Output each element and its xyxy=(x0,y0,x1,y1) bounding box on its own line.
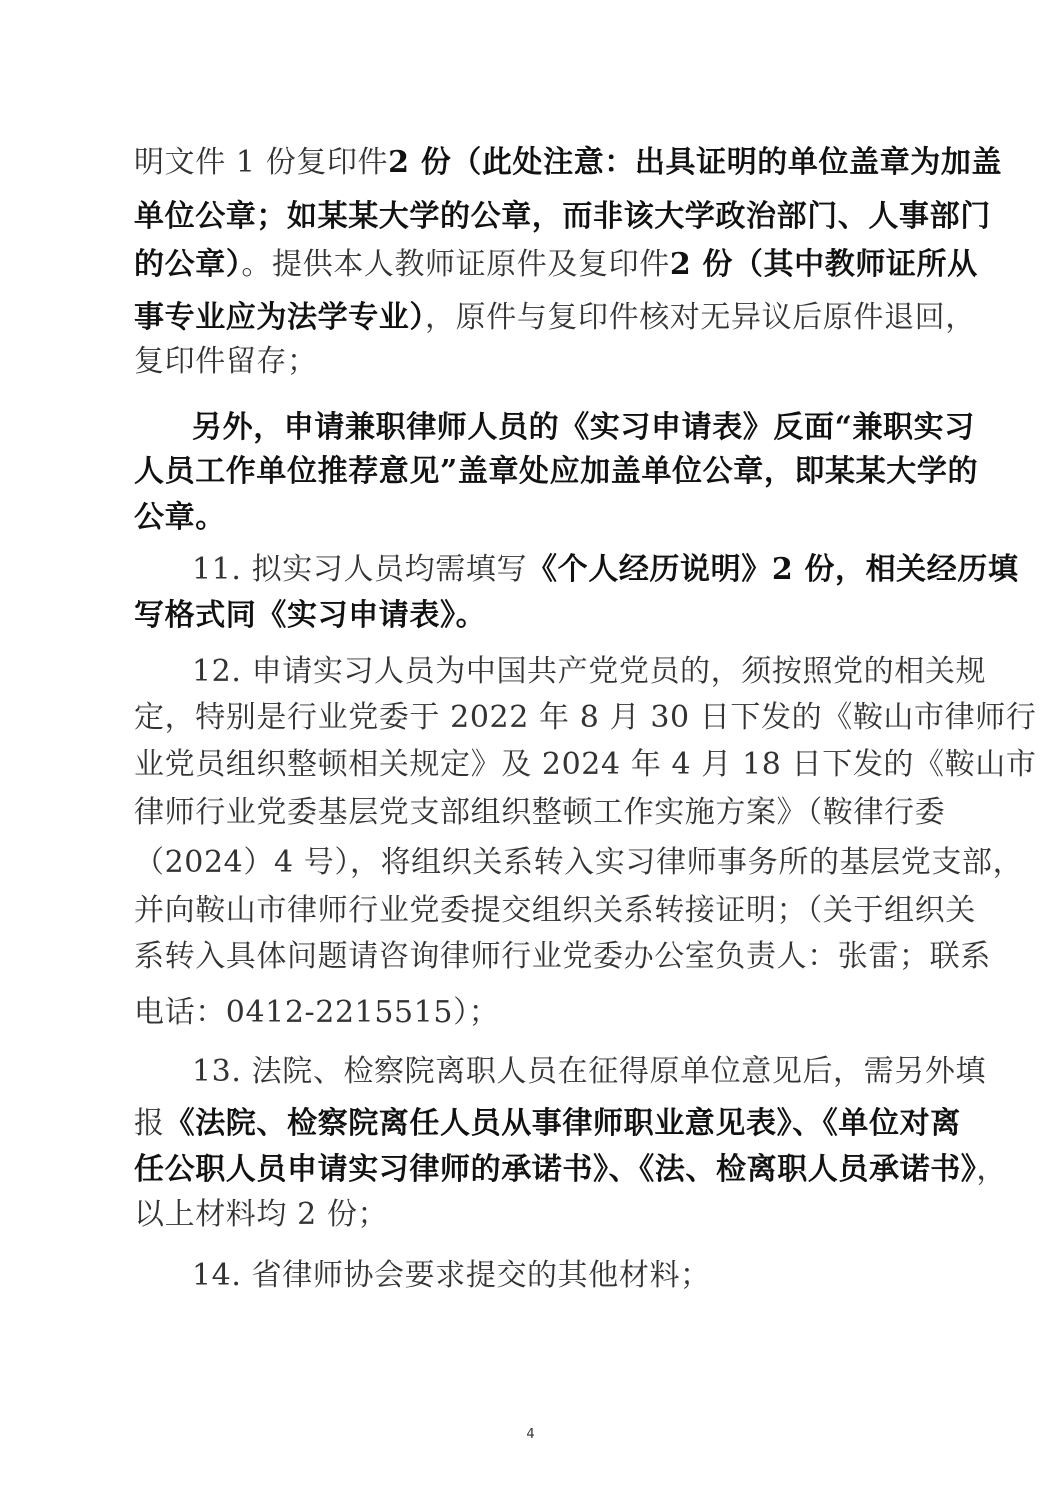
text-line xyxy=(134,843,1024,883)
text-line xyxy=(192,408,992,448)
bold-text-segment: 另外，申请兼职律师人员的《实习申请表》反面“兼职实习 xyxy=(192,410,975,445)
text-line xyxy=(134,937,991,977)
text-line xyxy=(134,143,1003,183)
bold-text-segment: 《法院、检察院离任人员从事律师职业意见表》、《单位对离 xyxy=(164,1106,961,1141)
bold-text-segment: 事专业应为法学专业） xyxy=(134,300,425,335)
text-line xyxy=(134,596,934,636)
text-segment: 13. 法院、检察院离职人员在征得原单位意见后，需另外填 xyxy=(192,1054,987,1089)
text-segment: 律师行业党委基层党支部组织整顿工作实施方案》（鞍律行委 xyxy=(134,795,946,830)
bold-text-segment: 2 份（此处注意：出具证明的单位盖章为加盖 xyxy=(388,145,1003,180)
text-segment: 业党员组织整顿相关规定》及 2024 年 4 月 18 日下发的《鞍山市 xyxy=(134,747,1037,782)
text-segment: 以上材料均 2 份； xyxy=(134,1197,389,1232)
text-line xyxy=(134,793,946,833)
text-segment: 12. 申请实习人员为中国共产党党员的，须按照党的相关规 xyxy=(192,654,987,689)
text-segment: 复印件留存； xyxy=(134,344,318,379)
bold-text-segment: 任公职人员申请实习律师的承诺书》、《法、检离职人员承诺书》 xyxy=(134,1152,977,1187)
text-line xyxy=(192,1256,992,1296)
text-segment: 11. 拟实习人员均需填写 xyxy=(192,552,528,587)
text-line xyxy=(134,1195,934,1235)
text-segment: ， xyxy=(976,1152,1008,1187)
text-segment: 电话：0412-2215515）； xyxy=(134,995,500,1030)
text-line xyxy=(134,452,979,492)
text-line xyxy=(134,891,976,931)
text-segment: 明文件 1 份复印件 xyxy=(134,145,389,180)
text-line xyxy=(134,245,978,285)
bold-text-segment: 人员工作单位推荐意见”盖章处应加盖单位公章，即某某大学的 xyxy=(134,454,979,489)
text-segment: ，原件与复印件核对无异议后原件退回， xyxy=(425,300,976,335)
text-line xyxy=(192,1052,992,1092)
text-line xyxy=(134,698,1037,738)
text-line xyxy=(192,652,992,692)
text-segment: 。提供本人教师证原件及复印件 xyxy=(241,247,670,282)
bold-text-segment: 的公章） xyxy=(134,247,242,282)
bold-text-segment: 公章。 xyxy=(134,500,226,535)
text-line xyxy=(192,550,1019,590)
text-segment: 报 xyxy=(134,1106,165,1141)
text-segment: 定，特别是行业党委于 2022 年 8 月 30 日下发的《鞍山市律师行 xyxy=(134,700,1037,735)
bold-text-segment: 《个人经历说明》2 份，相关经历填 xyxy=(527,552,1019,587)
bold-text-segment: 单位公章；如某某大学的公章，而非该大学政治部门、人事部门 xyxy=(134,199,991,234)
text-line xyxy=(134,1150,1008,1190)
text-line xyxy=(134,745,1037,785)
text-segment: （2024）4 号），将组织关系转入实习律师事务所的基层党支部， xyxy=(134,845,1024,880)
page-number: 4 xyxy=(526,1427,535,1442)
text-line xyxy=(134,993,934,1033)
text-line xyxy=(134,1104,961,1144)
text-line xyxy=(134,197,991,237)
text-line xyxy=(134,298,976,338)
text-segment: 系转入具体问题请咨询律师行业党委办公室负责人：张雷；联系 xyxy=(134,939,991,974)
text-line xyxy=(134,342,934,382)
text-segment: 14. 省律师协会要求提交的其他材料； xyxy=(192,1258,711,1293)
bold-text-segment: 写格式同《实习申请表》。 xyxy=(134,598,487,633)
bold-text-segment: 2 份（其中教师证所从 xyxy=(669,247,978,282)
text-segment: 并向鞍山市律师行业党委提交组织关系转接证明；（关于组织关 xyxy=(134,893,976,928)
text-line xyxy=(134,498,934,538)
